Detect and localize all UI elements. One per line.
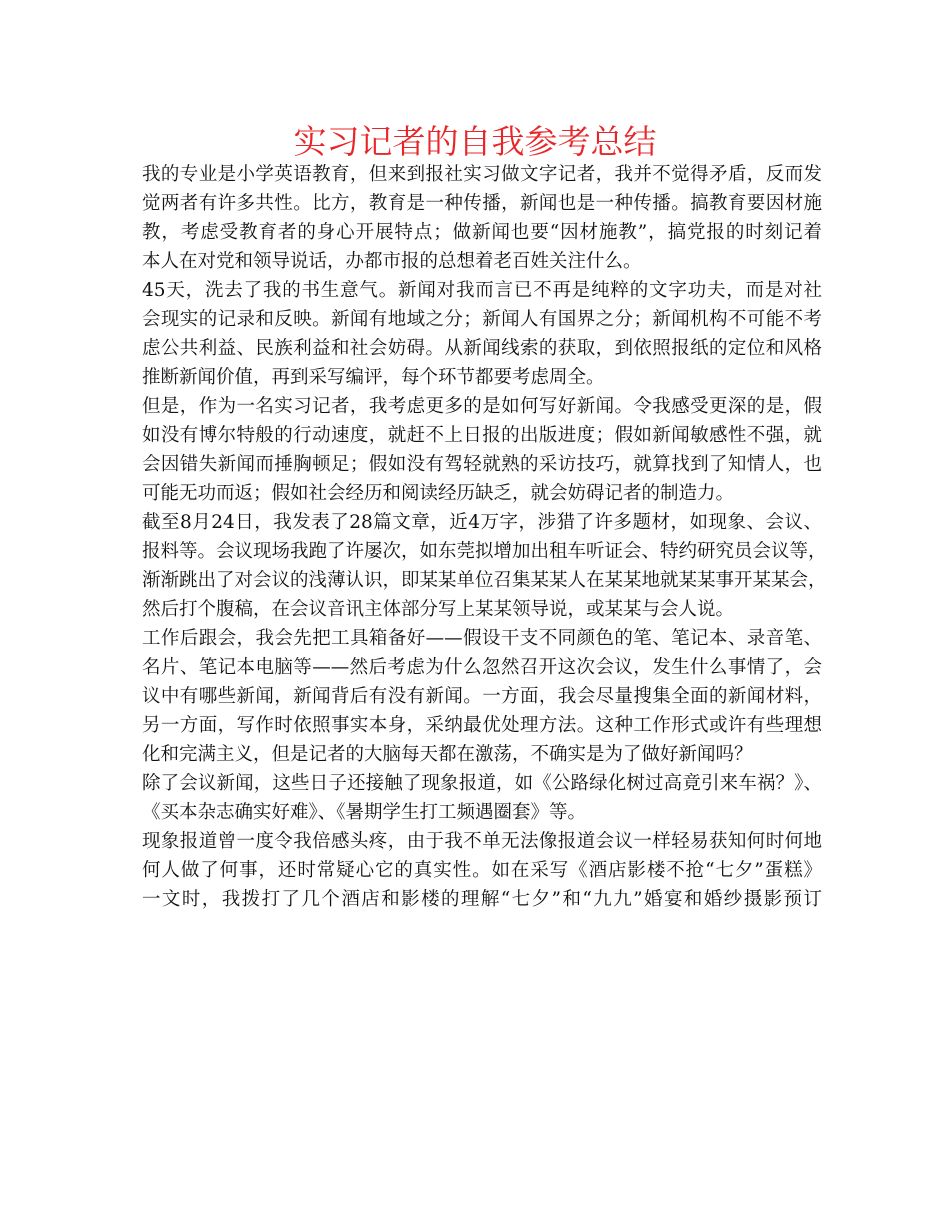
- text-line: 如没有博尔特般的行动速度，就赶不上日报的出版进度；假如新闻敏感性不强，就: [142, 425, 822, 446]
- text-line: 报料等。会议现场我跑了许屡次，如东莞拟增加出租车听证会、特约研究员会议等，: [142, 541, 827, 562]
- text-line: 觉两者有许多共性。比方，教育是一种传播，新闻也是一种传播。搞教育要因材施: [142, 193, 822, 214]
- text-line: 然后打个腹稿，在会议音讯主体部分写上某某领导说，或某某与会人说。: [142, 599, 735, 620]
- document-body: [142, 160, 827, 914]
- text-line: 除了会议新闻，这些日子还接触了现象报道，如《公路绿化树过高竟引来车祸？》、: [142, 773, 822, 794]
- text-line: 化和完满主义，但是记者的大脑每天都在激荡，不确实是为了做好新闻吗？: [142, 744, 753, 765]
- document-title: 实习记者的自我参考总结: [293, 122, 657, 161]
- text-line: 议中有哪些新闻，新闻背后有没有新闻。一方面，我会尽量搜集全面的新闻材料，: [142, 686, 822, 707]
- text-line: 教，考虑受教育者的身心开展特点；做新闻也要“因材施教”，搞党报的时刻记着: [142, 222, 822, 243]
- text-line: 《买本杂志确实好难》、《暑期学生打工频遇圈套》等。: [142, 802, 587, 823]
- text-line: 45天，洗去了我的书生意气。新闻对我而言已不再是纯粹的文字功夫，而是对社: [142, 280, 822, 301]
- text-line: 本人在对党和领导说话，办都市报的总想着老百姓关注什么。: [142, 251, 642, 272]
- text-line: 另一方面，写作时依照事实本身，采纳最优处理方法。这种工作形式或许有些理想: [142, 715, 822, 736]
- text-line: 我的专业是小学英语教育，但来到报社实习做文字记者，我并不觉得矛盾，反而发: [142, 164, 822, 185]
- text-line: 会现实的记录和反映。新闻有地域之分；新闻人有国界之分；新闻机构不可能不考: [142, 309, 822, 330]
- text-line: 但是，作为一名实习记者，我考虑更多的是如何写好新闻。令我感受更深的是，假: [142, 396, 822, 417]
- text-line: 虑公共利益、民族利益和社会妨碍。从新闻线索的获取，到依照报纸的定位和风格: [142, 338, 822, 359]
- text-line: 现象报道曾一度令我倍感头疼，由于我不单无法像报道会议一样轻易获知何时何地: [142, 831, 822, 852]
- text-line: 何人做了何事，还时常疑心它的真实性。如在采写《酒店影楼不抢“七夕”蛋糕》: [142, 860, 822, 881]
- text-line: 可能无功而返；假如社会经历和阅读经历缺乏，就会妨碍记者的制造力。: [142, 483, 735, 504]
- text-line: 一文时，我拨打了几个酒店和影楼的理解“七夕”和“九九”婚宴和婚纱摄影预订: [142, 889, 822, 910]
- text-line: 渐渐跳出了对会议的浅薄认识，即某某单位召集某某人在某某地就某某事开某某会，: [142, 570, 827, 591]
- text-line: 会因错失新闻而捶胸顿足；假如没有驾轻就熟的采访技巧，就算找到了知情人，也: [142, 454, 822, 475]
- text-line: 推断新闻价值，再到采写编评，每个环节都要考虑周全。: [142, 367, 605, 388]
- text-line: 工作后跟会，我会先把工具箱备好——假设干支不同颜色的笔、笔记本、录音笔、: [142, 628, 822, 649]
- text-line: 名片、笔记本电脑等——然后考虑为什么忽然召开这次会议，发生什么事情了，会: [142, 657, 822, 678]
- text-line: 截至8月24日，我发表了28篇文章，近4万字，涉猎了许多题材，如现象、会议、: [142, 512, 822, 533]
